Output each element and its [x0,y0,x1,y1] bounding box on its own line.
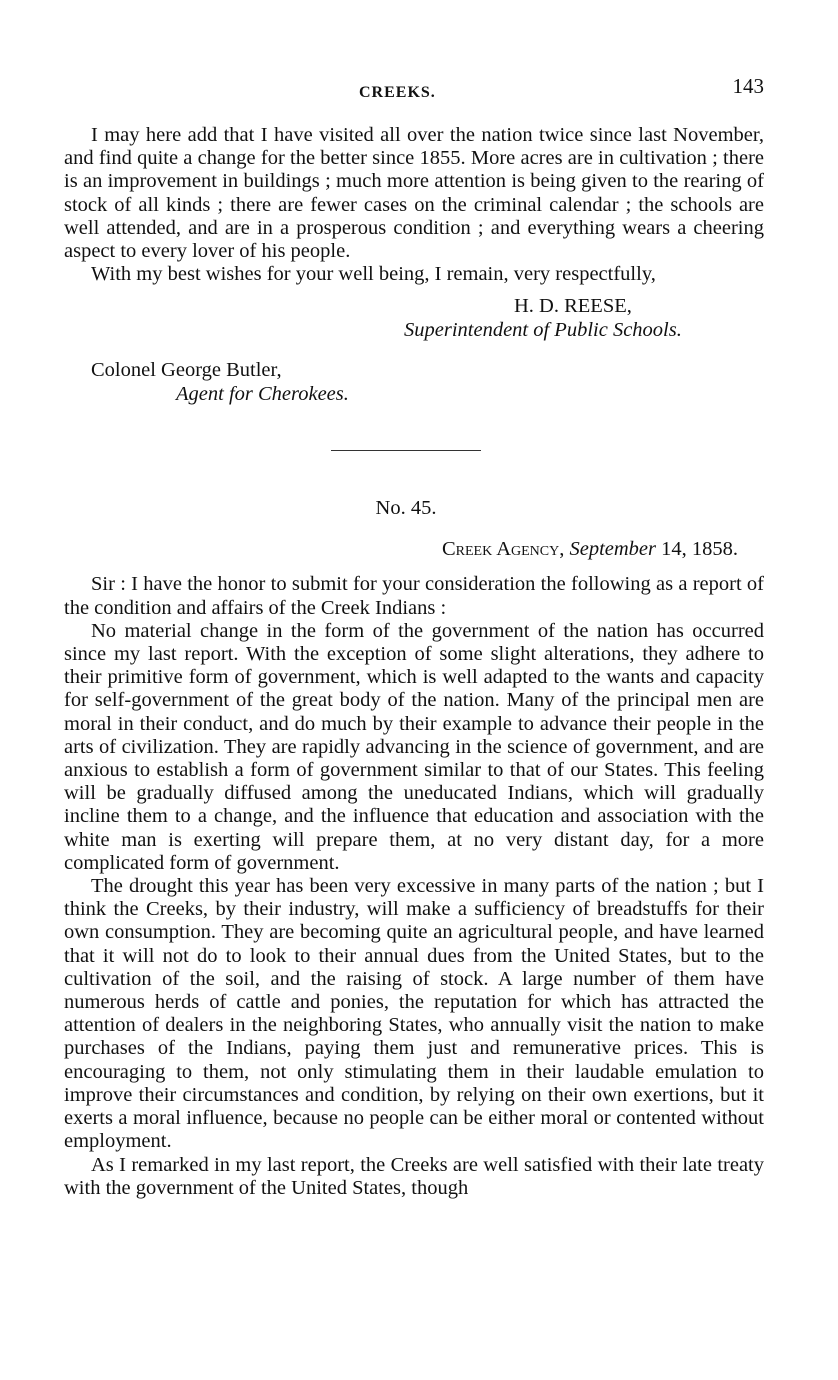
running-title: CREEKS. [359,84,436,101]
report-body [64,573,764,1199]
page-number: 143 [732,74,764,98]
addressee-title: Agent for Cherokees. [176,383,349,406]
dateline-month: September [569,538,656,561]
document-page [64,70,764,1200]
signature-title: Superintendent of Public Schools. [404,319,682,342]
paragraph: The drought this year has been very excessive in many parts of the nation ; but I think the Creeks, by their industry, will make a sufficiency of breadstuffs for their own consumption. They are becoming quite an agricultural people, and have learned that it will not do to look to their annual dues from the United States, but to the cultivation of the soil, and the raising of stock. A large number of them have numerous herds of cattle and ponies, the reputation for which has attracted the attention of dealers in the neighboring States, who annually visit the nation to make purchases of the Indians, paying them just and remunerative prices. This is encouraging to them, not only stimulating them in their laudable emulation to improve their circumstances and condition, by relying on their own exertions, but it exerts a moral influence, because no people can be either moral or contented without employment. [64,875,764,1153]
dateline-day-year: 14, 1858. [661,538,738,561]
running-head [64,70,764,110]
paragraph: I may here add that I have visited all over the nation twice since last November, and find quite a change for the better since 1855. More acres are in cultivation ; there is an improvement in buildings ; much more attention is being given to the rearing of stock of all kinds ; there are fewer cases on the criminal calendar ; the schools are well attended, and are in a prosperous condition ; and everything wears a cheering aspect to every lover of his people. [64,124,764,263]
document-number: No. 45. [375,497,437,520]
dateline [64,538,764,561]
paragraph: With my best wishes for your well being, I remain, very respectfully, [91,263,656,286]
signature-name: H. D. REESE, [514,295,632,318]
paragraph: Sir : I have the honor to submit for your consideration the following as a report of the condition and affairs of the Creek Indians : [64,573,764,619]
signature-block [64,294,764,342]
addressee-block [64,358,764,406]
paragraph: No material change in the form of the government of the nation has occurred since my last report. With the exception of some slight alterations, they adhere to their primitive form of government, which is well adapted to the wants and capacity for self-government of the great body of the nation. Many of the principal men are moral in their conduct, and do much by their example to advance their people in the arts of civilization. They are rapidly advancing in the science of government, and are anxious to establish a form of government similar to that of our States. This feeling will be gradually diffused among the uneducated Indians, which will gradually incline them to a change, and the influence that education and association with the white man is exerting will prepare them, at no very distant day, for a more complicated form of government. [64,619,764,874]
section-divider [331,450,481,451]
paragraph: As I remarked in my last report, the Creeks are well satisfied with their late treaty with the government of the United States, though [64,1153,764,1199]
letter-closing [64,124,764,406]
addressee-name: Colonel George Butler, [91,359,282,382]
dateline-place: Creek Agency, [441,538,565,561]
